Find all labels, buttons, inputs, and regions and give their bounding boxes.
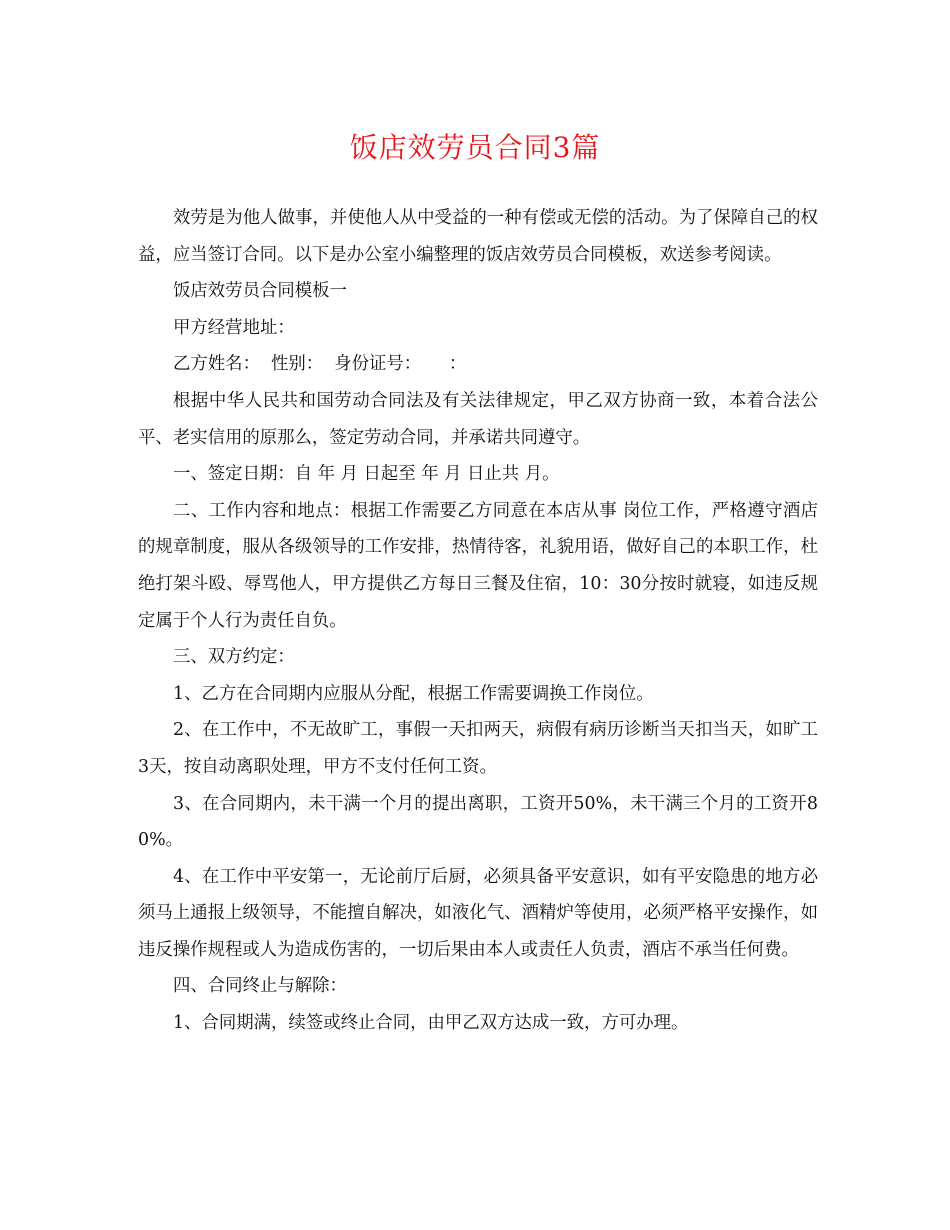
clause-3-2: 2、在工作中，不无故旷工，事假一天扣两天，病假有病历诊断当天扣当天，如旷工3天，按自动离职处理，甲方不支付任何工资。 — [138, 720, 818, 777]
document-body — [138, 200, 818, 1042]
clause-3-1: 1、乙方在合同期内应服从分配，根据工作需要调换工作岗位。 — [173, 683, 654, 704]
template-heading: 饭店效劳员合同模板一 — [173, 281, 347, 302]
section-4-heading: 四、合同终止与解除： — [173, 976, 347, 997]
document-title: 饭店效劳员合同3篇 — [349, 131, 601, 164]
legal-basis-paragraph: 根据中华人民共和国劳动合同法及有关法律规定，甲乙双方协商一致，本着合法公平、老实信用的原那么，签定劳动合同，并承诺共同遵守。 — [138, 390, 818, 448]
clause-3-4: 4、在工作中平安第一，无论前厅后厨，必须具备平安意识，如有平安隐患的地方必须马上通报上级领导，不能擅自解决，如液化气、酒精炉等使用，必须严格平安操作，如违反操作规程或人为造成伤害的，一切后果由本人或责任人负责，酒店不承当任何费。 — [138, 866, 818, 960]
section-1-signing-date: 一、签定日期：自 年 月 日起至 年 月 日止共 月。 — [173, 464, 560, 485]
intro-paragraph: 效劳是为他人做事，并使他人从中受益的一种有偿或无偿的活动。为了保障自己的权益，应当签订合同。以下是办公室小编整理的饭店效劳员合同模板，欢送参考阅读。 — [138, 208, 818, 265]
clause-4-1: 1、合同期满，续签或终止合同，由甲乙双方达成一致，方可办理。 — [173, 1013, 689, 1034]
clause-3-3: 3、在合同期内，未干满一个月的提出离职，工资开50%，未干满三个月的工资开80%。 — [138, 793, 818, 851]
party-b-info: 乙方姓名： 性别： 身份证号： ： — [173, 354, 467, 375]
section-3-heading: 三、双方约定： — [173, 647, 295, 668]
party-a-address: 甲方经营地址： — [173, 317, 295, 338]
section-2-work-content: 二、工作内容和地点：根据工作需要乙方同意在本店从事 岗位工作，严格遵守酒店的规章制度，服从各级领导的工作安排，热情待客，礼貌用语，做好自己的本职工作，杜绝打架斗殴、辱骂他人，甲方提供乙方每日三餐及住宿，10：30分按时就寝，如违反规定属于个人行为责任自负。 — [138, 500, 818, 631]
